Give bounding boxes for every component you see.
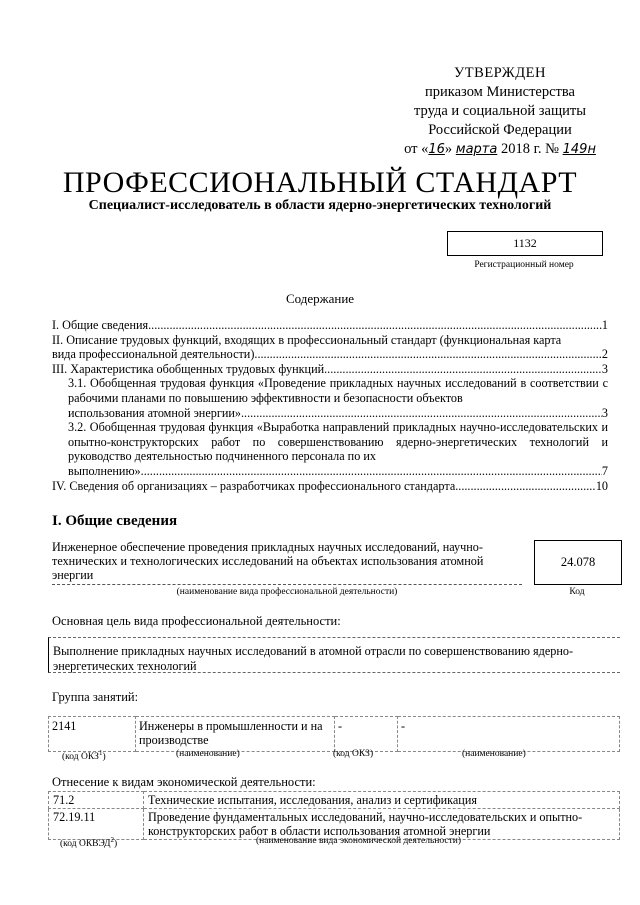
table-row [49, 809, 620, 840]
toc-title: Содержание [285, 291, 355, 306]
section-heading: I. Общие сведения [52, 513, 178, 529]
toc-item-3-2-text: 3.2. Обобщенная трудовая функция «Выработка направлений прикладных научно-исследовательских и опытно-конструкторских работ по совершенствованию ядерно-энергетических технологий и руководство деятельностью подчиненного персонала по их [68, 420, 608, 464]
date-prefix: от « [404, 141, 429, 157]
okved-table [48, 791, 620, 840]
document-subtitle: Специалист-исследователь в области ядерно-энергетических технологий [88, 198, 552, 213]
table-row [49, 792, 620, 809]
document-title: ПРОФЕССИОНАЛЬНЫЙ СТАНДАРТ [62, 166, 578, 199]
activity-kind-name: Инженерное обеспечение проведения прикладных научных исследований, научно-технических и технологических исследований на объектах использования атомной энергии [52, 540, 484, 583]
table-row [49, 717, 620, 752]
date-mid: » [444, 141, 456, 157]
approval-block [380, 64, 620, 159]
toc-item-4[interactable]: IV. Сведения об организациях – разработчиках профессионального стандарта ..... 10 [52, 479, 608, 494]
toc-page: 2 [601, 347, 608, 362]
toc-item-3-1[interactable]: использования атомной энергии» ..... 3 [52, 406, 608, 421]
okved-name-caption: (наименование вида экономической деятельности) [256, 836, 461, 846]
goal-text: Выполнение прикладных научных исследований в атомной отрасли по совершенствованию ядерно-энергетических технологий [48, 637, 620, 673]
activity-kind-caption: (наименование вида профессиональной деятельности) [176, 587, 398, 597]
occ-name: Инженеры в промышленности и на производстве [136, 717, 335, 752]
toc-item-3-2[interactable]: выполнению» ..... 7 [52, 464, 608, 479]
toc-page: 7 [601, 463, 608, 478]
occupation-table [48, 716, 620, 752]
toc-page: 3 [601, 361, 608, 376]
toc-item-3-1-text: 3.1. Обобщенная трудовая функция «Проведение прикладных научных исследований в соответствии с рабочими планами по повышению эффективности и безопасности объектов [68, 376, 608, 405]
occ-code: 2141 [49, 717, 136, 752]
registration-number-box: 1132 [447, 231, 603, 256]
handwritten-month: марта [455, 142, 498, 157]
econ-label: Отнесение к видам экономической деятельности: [52, 775, 316, 789]
approval-line-4: Российской Федерации [428, 122, 572, 138]
toc-page: 3 [601, 405, 608, 420]
activity-code-box: 24.078 [534, 540, 622, 585]
okz-name-caption: (наименование) [176, 749, 240, 759]
okved-code: 71.2 [49, 792, 144, 809]
okz-caption: (код ОКЗ$^1$) [62, 749, 106, 763]
okved-name: Технические испытания, исследования, анализ и сертификация [144, 792, 620, 809]
toc-item-2-text: II. Описание трудовых функций, входящих в профессиональный стандарт (функциональная карта [52, 332, 562, 347]
activity-kind-underline [52, 584, 522, 585]
approval-line-2: приказом Министерства [425, 84, 575, 100]
handwritten-day: 16 [428, 142, 445, 157]
approval-line-3: труда и социальной защиты [414, 103, 586, 119]
toc-page: 1 [601, 318, 608, 332]
toc-item-1[interactable]: I. Общие сведения ..... 1 [52, 318, 608, 333]
activity-code-caption: Код [569, 587, 585, 597]
okved-caption: (код ОКВЭД$^2$) [60, 836, 118, 850]
occ-name-2: - [398, 717, 620, 752]
occ-code-2: - [335, 717, 398, 752]
date-year: 2018 г. № [497, 141, 563, 157]
handwritten-number: 149н [562, 142, 596, 157]
table-of-contents [52, 318, 608, 493]
registration-caption: Регистрационный номер [474, 260, 574, 270]
okved-code: 72.19.11 [49, 809, 144, 840]
toc-page: 10 [595, 478, 608, 493]
goal-label: Основная цель вида профессиональной деятельности: [52, 614, 341, 628]
approval-date-line [380, 140, 620, 159]
group-label: Группа занятий: [52, 690, 139, 704]
okz2-name-caption: (наименование) [462, 749, 526, 759]
okved-name: Проведение фундаментальных исследований, научно-исследовательских и опытно-конструкторских работ в области использования атомной энергии [144, 809, 620, 840]
toc-item-2[interactable]: вида профессиональной деятельности) ..... 2 [52, 347, 608, 362]
toc-item-3[interactable]: III. Характеристика обобщенных трудовых функций ..... 3 [52, 362, 608, 377]
approval-line-1: УТВЕРЖДЕН [454, 65, 546, 81]
okz2-caption: (код ОКЗ) [333, 749, 374, 759]
